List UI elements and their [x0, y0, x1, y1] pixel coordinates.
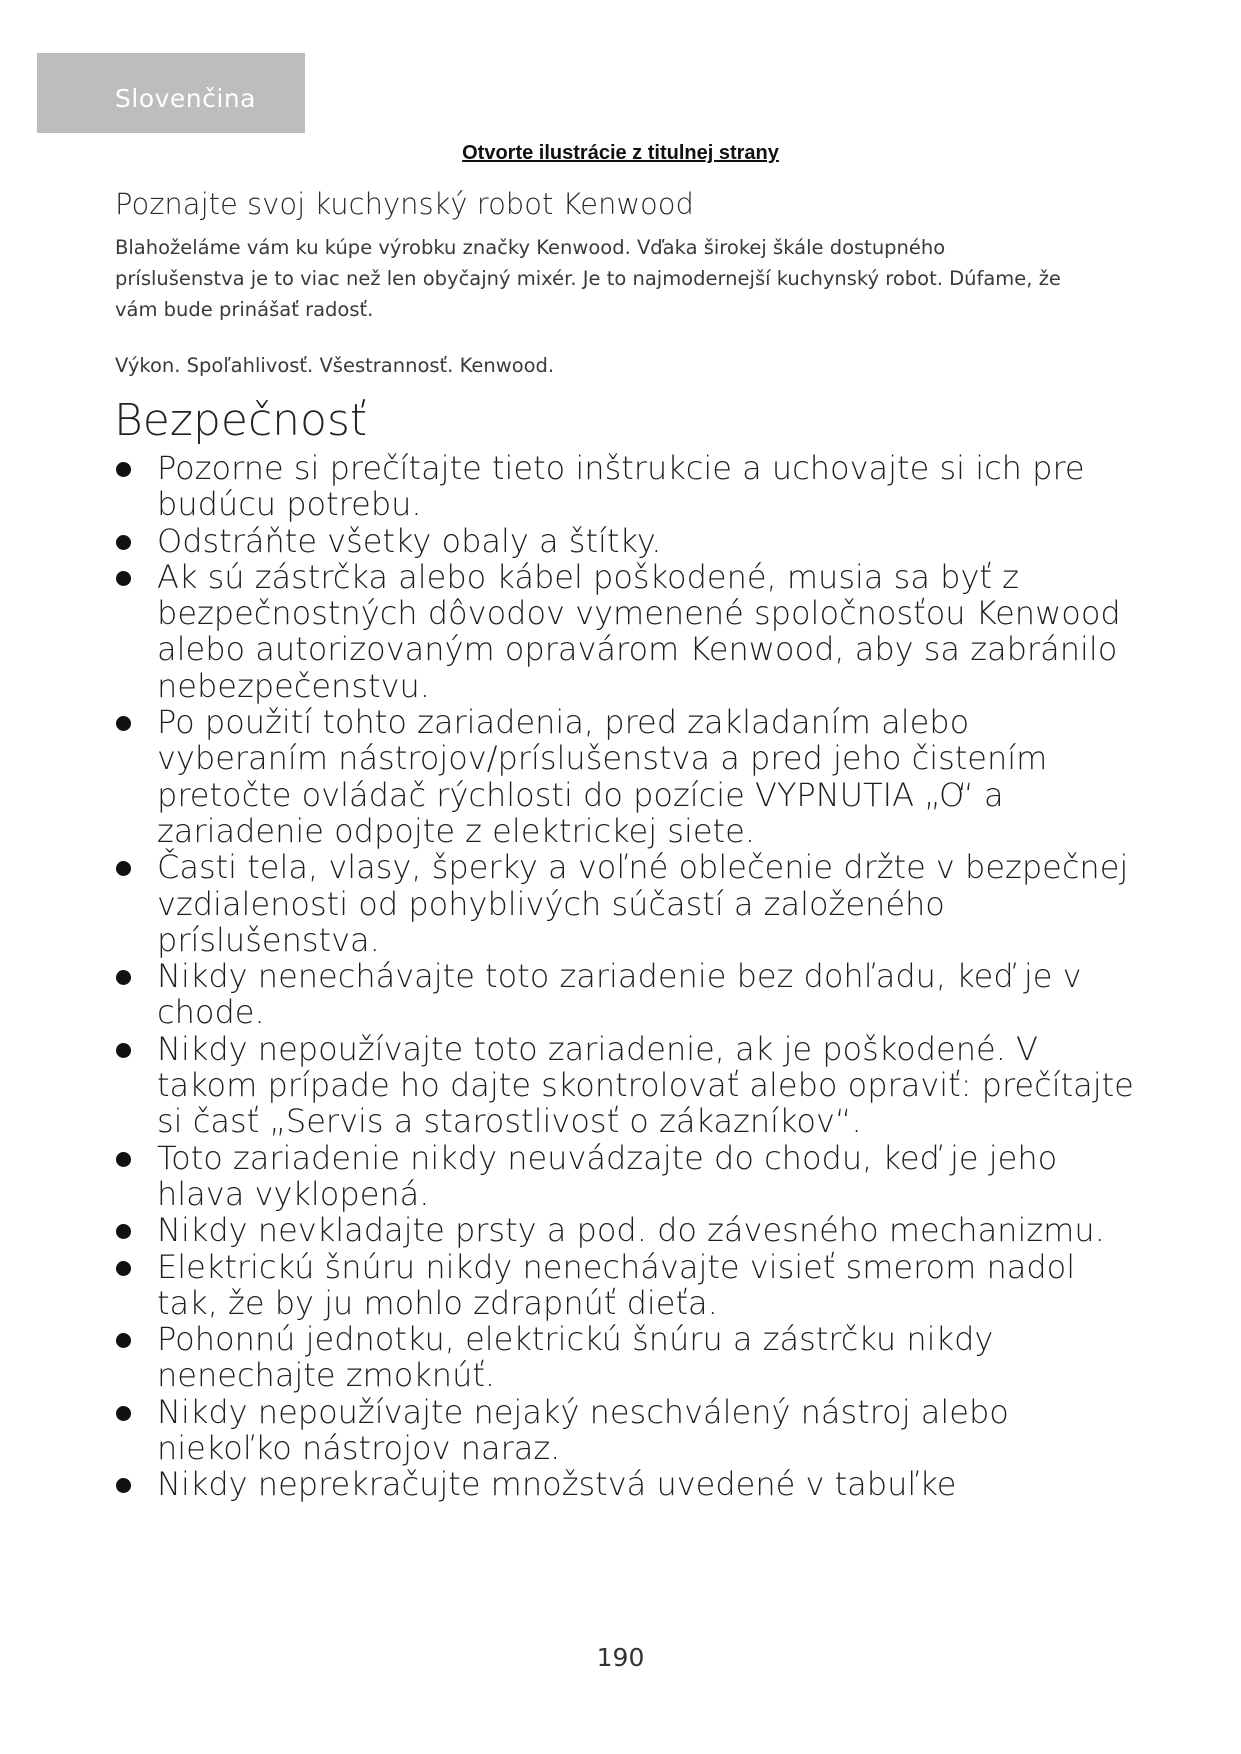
list-item-text: Toto zariadenie nikdy neuvádzajte do chodu, keď je jeho hlava vyklopená.: [157, 1138, 1058, 1213]
bullet-icon: [116, 1043, 131, 1058]
list-item-text: Po použití tohto zariadenia, pred zakladaním alebo vyberaním nástrojov/príslušenstva a pred jeho čistením pretočte ovládač rýchlosti do pozície VYPNUTIA „O“ a zariadenie odpojte z elektrickej siete.: [157, 703, 1048, 850]
list-item-text: Nikdy neprekračujte množstvá uvedené v tabuľke: [157, 1465, 957, 1504]
intro-body: Blahoželáme vám ku kúpe výrobku značky Kenwood. Vďaka širokej škále dostupného príslušenstva je to viac než len obyčajný mixér. Je to najmodernejší kuchynský robot. Dúfame, že vám bude prinášať radosť.: [115, 236, 1061, 321]
list-item-text: Odstráňte všetky obaly a štítky.: [157, 521, 662, 560]
list-item-text: Nikdy nepoužívajte nejaký neschválený nástroj alebo niekoľko nástrojov naraz.: [157, 1392, 1009, 1468]
bullet-icon: [116, 1406, 131, 1421]
language-tab: Slovenčina: [37, 53, 305, 133]
list-item: [110, 1321, 1140, 1394]
safety-title: Bezpečnosť: [114, 395, 368, 446]
open-illustrations-link[interactable]: Otvorte ilustrácie z titulnej strany: [462, 142, 779, 164]
bullet-icon: [116, 462, 131, 477]
list-item: [110, 1466, 1140, 1502]
list-item: [110, 849, 1140, 958]
list-item-text: Časti tela, vlasy, šperky a voľné oblečenie držte v bezpečnej vzdialenosti od pohyblivých súčastí a založeného príslušenstva.: [157, 848, 1129, 959]
bullet-icon: [116, 1261, 131, 1276]
list-item: [110, 523, 1140, 559]
list-item: [110, 958, 1140, 1031]
intro-title: Poznajte svoj kuchynský robot Kenwood: [115, 187, 694, 221]
list-item-text: Pohonnú jednotku, elektrickú šnúru a zástrčku nikdy nenechajte zmoknúť.: [157, 1320, 994, 1395]
bullet-icon: [116, 1224, 131, 1239]
list-item-text: Nikdy nenechávajte toto zariadenie bez dohľadu, keď je v chode.: [157, 957, 1082, 1032]
list-item: [110, 450, 1140, 523]
list-item: [110, 1394, 1140, 1467]
list-item-text: Nikdy nevkladajte prsty a pod. do závesného mechanizmu.: [157, 1211, 1105, 1250]
safety-list: [110, 450, 1140, 1503]
bullet-icon: [116, 535, 131, 550]
bullet-icon: [116, 1478, 131, 1493]
bullet-icon: [116, 861, 131, 876]
list-item: [110, 704, 1140, 849]
list-item-text: Elektrickú šnúru nikdy nenechávajte visieť smerom nadol tak, že by ju mohlo zdrapnúť dieťa.: [157, 1247, 1076, 1322]
page-number: 190: [596, 1643, 645, 1672]
list-item: [110, 1140, 1140, 1213]
bullet-icon: [116, 970, 131, 985]
bullet-icon: [116, 1152, 131, 1167]
list-item-text: Nikdy nepoužívajte toto zariadenie, ak je poškodené. V takom prípade ho dajte skontrolovať alebo opraviť: prečítajte si časť „Servis a starostlivosť o zákazníkov“.: [157, 1029, 1134, 1141]
bullet-icon: [116, 571, 131, 586]
tagline: Výkon. Spoľahlivosť. Všestrannosť. Kenwood.: [115, 354, 555, 377]
list-item-text: Ak sú zástrčka alebo kábel poškodené, musia sa byť z bezpečnostných dôvodov vymenené spoločnosťou Kenwood alebo autorizovaným opravárom Kenwood, aby sa zabránilo nebezpečenstvu.: [157, 557, 1121, 705]
list-item: [110, 1031, 1140, 1140]
list-item: [110, 1212, 1140, 1248]
list-item-text: Pozorne si prečítajte tieto inštrukcie a uchovajte si ich pre budúcu potrebu.: [157, 449, 1085, 524]
bullet-icon: [116, 716, 131, 731]
bullet-icon: [116, 1333, 131, 1348]
list-item: [110, 559, 1140, 704]
list-item: [110, 1249, 1140, 1322]
